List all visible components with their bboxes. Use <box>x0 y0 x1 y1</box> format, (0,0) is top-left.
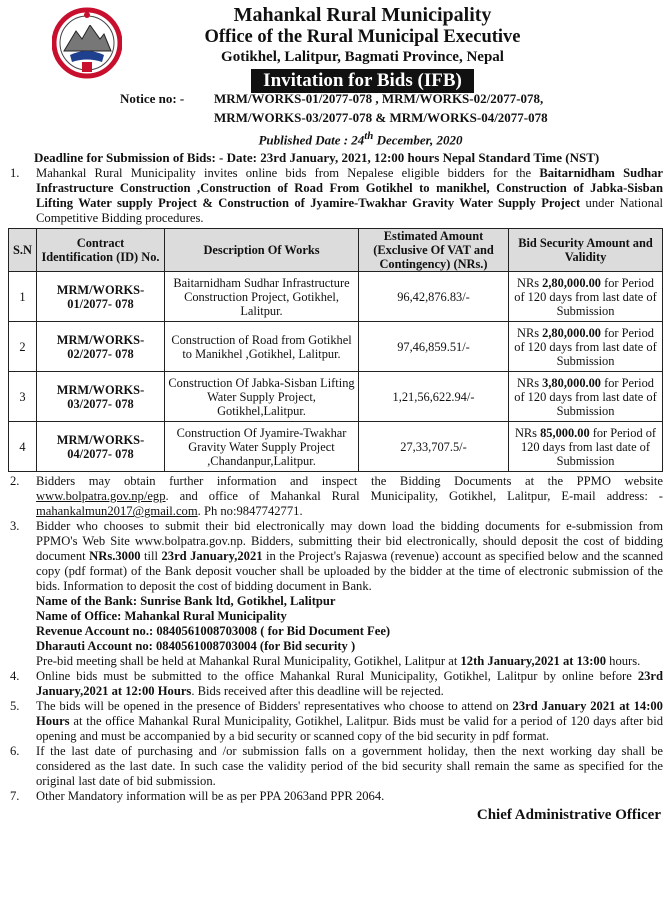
col-sn: S.N <box>9 229 37 272</box>
prebid-meeting: Pre-bid meeting shall be held at Mahankal Rural Municipality, Gotikhel, Lalitpur at 12th January,2021 at 13:00 hours. <box>36 654 641 669</box>
table-row: 1 MRM/WORKS-01/2077- 078 Baitarnidham Sudhar Infrastructure Construction Project, Gotikhel, Lalitpur. 96,42,876.83/- NRs 2,80,000.00 for Period of 120 days from last date of Submission <box>9 272 663 322</box>
nepal-emblem-icon <box>52 7 122 81</box>
item-3: 3. Bidder who chooses to submit their bid electronically may down load the bidding documents for e-submission from PPMO's Web Site www.bolpatra.gov.np. Bidders, submitting their bid electronically, should deposit the cost of bidding document NRs.3000 till 23rd January,2021 in the Project's Rajaswa (revenue) account as specified below and the scanned copy (pdf format) of the Bank deposit voucher shall be uploaded by the bidder at the time of electronic submission of the bids. Information to deposit the cost of bidding document in Bank. Name of the Bank: Sunrise Bank ltd, Gotikhel, Lalitpur Name of Office: Mahankal Rural Municipality Revenue Account no.: 0840561008703008 ( for Bid Document Fee) Dharauti Account no: 0840561008703004 (for Bid security ) Pre-bid meeting shall be held at Mahankal Rural Municipality, Gotikhel, Lalitpur at 12th January,2021 at 13:00 hours. <box>10 519 663 669</box>
item-1: 1. Mahankal Rural Municipality invites online bids from Nepalese eligible bidders for the Baitarnidham Sudhar Infrastructure Construction ,Construction of Road From Gotikhel to manikhel, Construction of Jabka-Sisban Lifting Water supply Project & Construction of Jyamire-Twakhar Gravity Water Supply Project under National Competitive Bidding procedures. <box>10 166 663 226</box>
deadline: Deadline for Submission of Bids: - Date: 23rd January, 2021, 12:00 hours Nepal Standard Time (NST) <box>34 150 600 166</box>
col-contract-id: Contract Identification (ID) No. <box>37 229 165 272</box>
item-2: 2. Bidders may obtain further information and inspect the Bidding Documents at the PPMO website www.bolpatra.gov.np/egp. and office of Mahankal Rural Municipality, Gotikhel, Lalitpur, E-mail address: - mahankalmun2017@gmail.com. Ph no:9847742771. <box>10 474 663 519</box>
notice-label: Notice no: - <box>120 91 185 106</box>
notice-line-2: MRM/WORKS-03/2077-078 & MRM/WORKS-04/2077-078 <box>214 110 548 125</box>
ppmo-link[interactable]: www.bolpatra.gov.np/egp <box>36 489 166 504</box>
signature: Chief Administrative Officer <box>476 807 661 824</box>
bid-table <box>8 228 663 472</box>
col-bid-security: Bid Security Amount and Validity <box>509 229 663 272</box>
office-name-line: Name of Office: Mahankal Rural Municipality <box>36 609 287 624</box>
item-4: 4. Online bids must be submitted to the office Mahankal Rural Municipality, Gotikhel, Lalitpur by online before 23rd January,2021 at 12:00 Hours. Bids received after this deadline will be rejected. <box>10 669 663 699</box>
col-estimated-amount: Estimated Amount (Exclusive Of VAT and Contingency) (NRs.) <box>359 229 509 272</box>
item-5: 5. The bids will be opened in the presence of Bidders' representatives who choose to attend on 23rd January 2021 at 14:00 Hours at the office Mahankal Rural Municipality, Gotikhel, Lalitpur. Bids must be valid for a period of 120 days after bid opening and must be accompanied by a bid security or scanned copy of the bid security in pdf format. <box>10 699 663 744</box>
table-row: 2 MRM/WORKS-02/2077- 078 Construction of Road from Gotikhel to Manikhel ,Gotikhel, Lalitpur. 97,46,859.51/- NRs 2,80,000.00 for Period of 120 days from last date of Submission <box>9 322 663 372</box>
ifb-banner: Invitation for Bids (IFB) <box>251 69 474 93</box>
header <box>8 4 663 91</box>
office-name: Office of the Rural Municipal Executive <box>204 27 521 47</box>
col-description: Description Of Works <box>165 229 359 272</box>
dharauti-account: Dharauti Account no: 0840561008703004 (for Bid security ) <box>36 639 356 654</box>
table-row: 3 MRM/WORKS-03/2077- 078 Construction Of Jabka-Sisban Lifting Water Supply Project, Gotikhel,Lalitpur. 1,21,56,622.94/- NRs 3,80,000.00 for Period of 120 days from last date of Submission <box>9 372 663 422</box>
bank-name: Name of the Bank: Sunrise Bank ltd, Gotikhel, Lalitpur <box>36 594 336 609</box>
revenue-account: Revenue Account no.: 0840561008703008 ( for Bid Document Fee) <box>36 624 391 639</box>
item-7: 7. Other Mandatory information will be as per PPA 2063and PPR 2064. <box>10 789 385 804</box>
notice-line-1: MRM/WORKS-01/2077-078 , MRM/WORKS-02/2077-078, <box>214 91 544 106</box>
notice-numbers <box>8 89 663 127</box>
item-6: 6. If the last date of purchasing and /or submission falls on a government holiday, then the next working day shall be considered as the last date. In such case the validity period of the bid security shall remain the same as specified for the original last date of bid submission. <box>10 744 663 789</box>
table-header-row <box>9 229 663 272</box>
table-row: 4 MRM/WORKS-04/2077- 078 Construction Of Jyamire-Twakhar Gravity Water Supply Project ,Chandanpur,Lalitpur. 27,33,707.5/- NRs 85,000.00 for Period of 120 days from last date of Submission <box>9 422 663 472</box>
org-name: Mahankal Rural Municipality <box>233 4 492 26</box>
address: Gotikhel, Lalitpur, Bagmati Province, Nepal <box>221 49 504 65</box>
email-link[interactable]: mahankalmun2017@gmail.com <box>36 504 198 519</box>
published-date: Published Date : 24th December, 2020 <box>258 130 463 148</box>
